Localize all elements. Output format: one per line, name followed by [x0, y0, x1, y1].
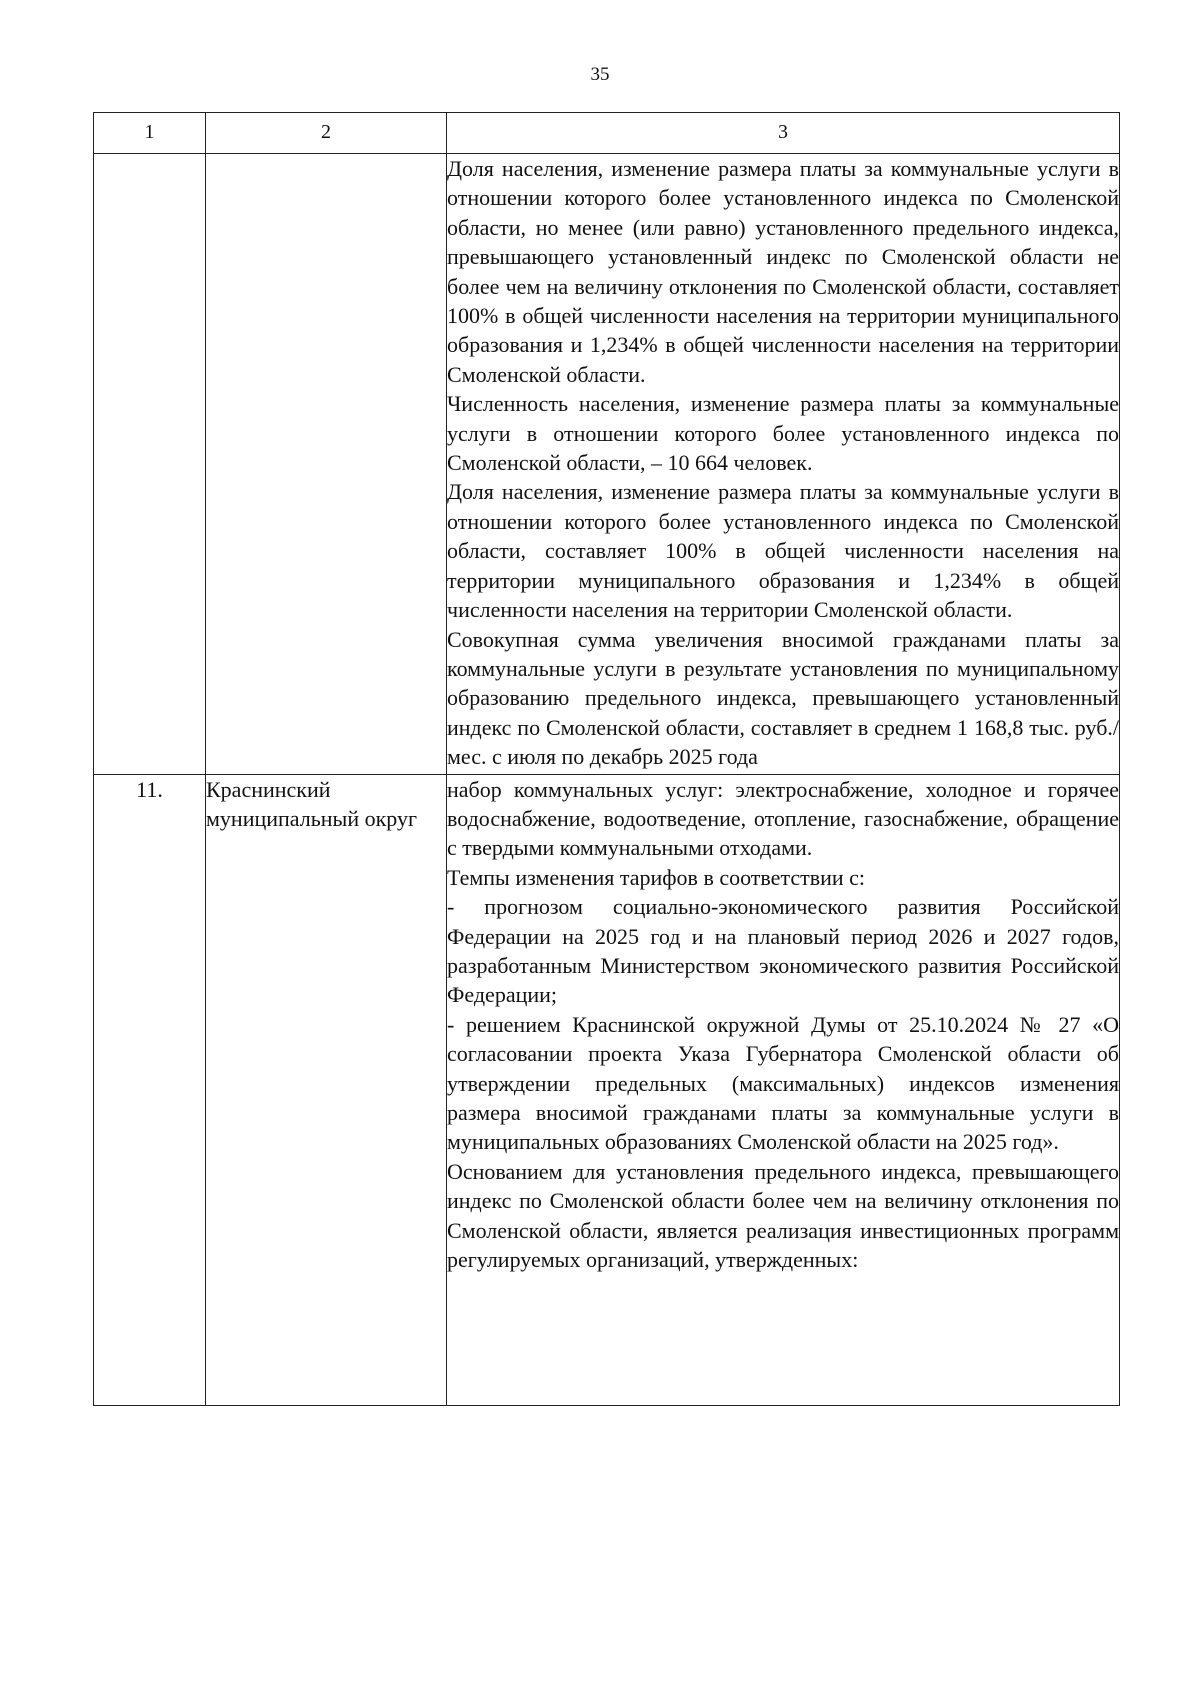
table-row-11: [94, 774, 1120, 1405]
paragraph-population-count: Численность населения, изменение размера платы за коммунальные услуги в отношении которого более установленного индекса по Смоленской области, – 10 664 человек.: [447, 391, 1119, 476]
description-cell: [447, 154, 1120, 775]
page-number: 35: [590, 64, 610, 85]
table-row-continuation: [94, 154, 1120, 775]
paragraph-population-share: Доля населения, изменение размера платы за коммунальные услуги в отношении которого более установленного индекса по Смоленской области, составляет 100% в общей численности населения на территории муниципального образования и 1,234% в общей численности населения на территории Смоленской области.: [447, 479, 1119, 623]
municipality-cell: [206, 154, 447, 775]
paragraph-population-share-limit: Доля населения, изменение размера платы за коммунальные услуги в отношении которого более установленного индекса по Смоленской области, но менее (или равно) установленного предельного индекса, превышающего установленный индекс по Смоленской области не более чем на величину отклонения по Смоленской области, составляет 100% в общей численности населения на территории муниципального образования и 1,234% в общей численности населения на территории Смоленской области.: [447, 156, 1119, 387]
paragraph-utility-set: набор коммунальных услуг: электроснабжение, холодное и горячее водоснабжение, водоотведение, отопление, газоснабжение, обращение с твердыми коммунальными отходами.: [447, 776, 1119, 861]
document-table: [93, 112, 1120, 1406]
column-header-2: 2: [206, 113, 447, 154]
table-header-row: [94, 113, 1120, 154]
paragraph-basis: Основанием для установления предельного индекса, превышающего индекс по Смоленской области более чем на величину отклонения по Смоленской области, является реализация инвестиционных программ регулируемых организаций, утвержденных:: [447, 1158, 1119, 1273]
paragraph-total-increase: Совокупная сумма увеличения вносимой гражданами платы за коммунальные услуги в результате установления по муниципальному образованию предельного индекса, превышающего установленный индекс по Смоленской области, составляет в среднем 1 168,8 тыс. руб./мес. с июля по декабрь 2025 года: [447, 626, 1119, 770]
row-number-cell: [94, 154, 206, 775]
paragraph-forecast: - прогнозом социально-экономического развития Российской Федерации на 2025 год и на плановый период 2026 и 2027 годов, разработанным Министерством экономического развития Российской Федерации;: [447, 894, 1119, 1008]
row-number-cell: 11.: [94, 774, 206, 1405]
column-header-3: 3: [447, 113, 1120, 154]
column-header-1: 1: [94, 113, 206, 154]
paragraph-duma-decision: - решением Краснинской окружной Думы от 25.10.2024 № 27 «О согласовании проекта Указа Губернатора Смоленской области об утверждении предельных (максимальных) индексов изменения размера вносимой гражданами платы за коммунальные услуги в муниципальных образованиях Смоленской области на 2025 год».: [447, 1011, 1119, 1155]
description-cell: [447, 774, 1120, 1405]
municipality-cell: Краснинский муниципальный округ: [206, 774, 447, 1405]
paragraph-tariff-rates-intro: Темпы изменения тарифов в соответствии с:: [447, 864, 866, 890]
